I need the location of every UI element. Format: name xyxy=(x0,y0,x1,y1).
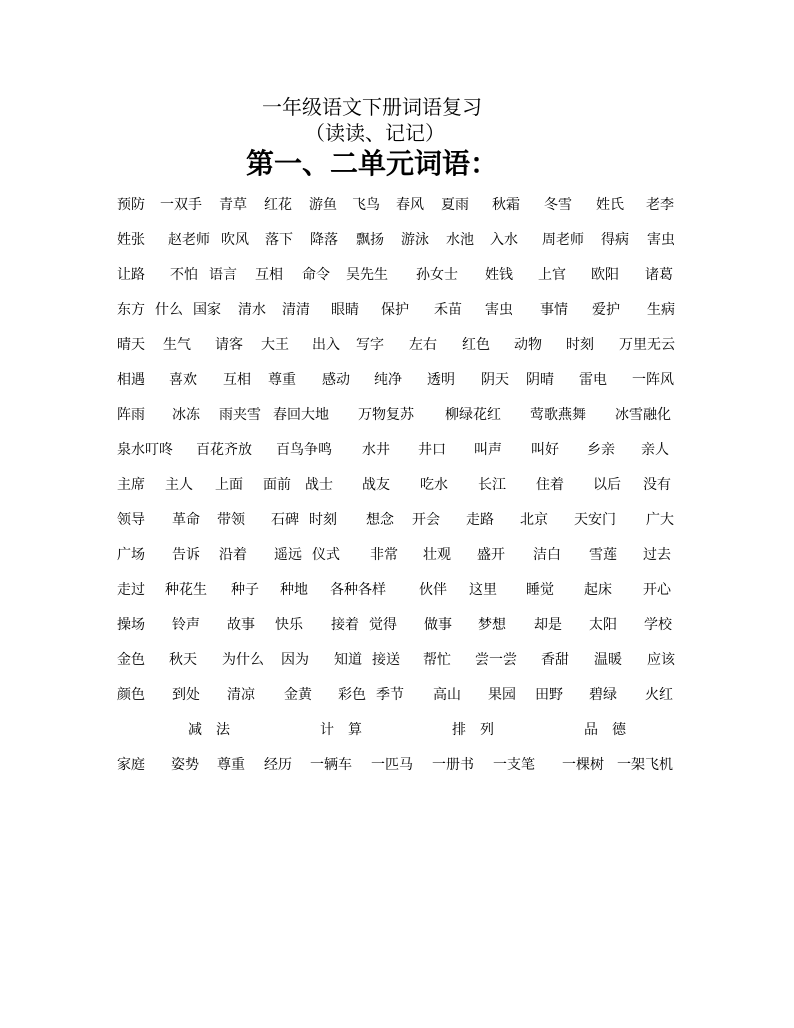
vocabulary-word: 乡亲 xyxy=(587,442,615,458)
vocabulary-word: 经历 xyxy=(264,757,292,773)
vocabulary-word: 春风 xyxy=(396,197,424,213)
vocabulary-word: 写字 xyxy=(356,337,384,353)
vocabulary-row xyxy=(0,366,794,394)
vocabulary-word: 雨夹雪 xyxy=(219,407,261,423)
vocabulary-word: 动物 xyxy=(514,337,542,353)
vocabulary-row xyxy=(0,191,794,219)
vocabulary-word: 互相 xyxy=(255,267,283,283)
vocabulary-word: 住着 xyxy=(536,477,564,493)
vocabulary-word: 入水 xyxy=(490,232,518,248)
vocabulary-word: 吴先生 xyxy=(346,267,388,283)
vocabulary-word: 阴天 xyxy=(481,372,509,388)
vocabulary-word: 感动 xyxy=(322,372,350,388)
vocabulary-word: 以后 xyxy=(593,477,621,493)
vocabulary-word: 排 列 xyxy=(452,722,494,738)
vocabulary-word: 太阳 xyxy=(589,617,617,633)
vocabulary-word: 彩色 xyxy=(338,687,366,703)
vocabulary-word: 快乐 xyxy=(275,617,303,633)
vocabulary-word: 开心 xyxy=(643,582,671,598)
vocabulary-word: 保护 xyxy=(381,302,409,318)
vocabulary-word: 知道 xyxy=(334,652,362,668)
vocabulary-word: 计 算 xyxy=(320,722,362,738)
vocabulary-row xyxy=(0,226,794,254)
vocabulary-word: 阵雨 xyxy=(117,407,145,423)
vocabulary-word: 诸葛 xyxy=(645,267,673,283)
vocabulary-word: 透明 xyxy=(427,372,455,388)
vocabulary-word: 水井 xyxy=(362,442,390,458)
vocabulary-word: 左右 xyxy=(409,337,437,353)
vocabulary-word: 飞鸟 xyxy=(352,197,380,213)
document-subtitle: （读读、记记） xyxy=(305,121,445,145)
vocabulary-word: 姓氏 xyxy=(596,197,624,213)
vocabulary-word: 温暖 xyxy=(594,652,622,668)
vocabulary-word: 香甜 xyxy=(541,652,569,668)
vocabulary-row xyxy=(0,436,794,464)
vocabulary-row xyxy=(0,646,794,674)
vocabulary-word: 操场 xyxy=(117,617,145,633)
vocabulary-word: 吹风 xyxy=(221,232,249,248)
vocabulary-word: 种花生 xyxy=(165,582,207,598)
vocabulary-word: 火红 xyxy=(645,687,673,703)
vocabulary-row xyxy=(0,401,794,429)
vocabulary-word: 一匹马 xyxy=(371,757,413,773)
vocabulary-word: 叫声 xyxy=(474,442,502,458)
vocabulary-word: 面前 xyxy=(263,477,291,493)
vocabulary-word: 时刻 xyxy=(566,337,594,353)
vocabulary-word: 起床 xyxy=(584,582,612,598)
vocabulary-row xyxy=(0,541,794,569)
vocabulary-word: 害虫 xyxy=(485,302,513,318)
vocabulary-row xyxy=(0,751,794,779)
vocabulary-word: 石碑 xyxy=(271,512,299,528)
vocabulary-word: 种子 xyxy=(231,582,259,598)
vocabulary-word: 上官 xyxy=(538,267,566,283)
vocabulary-word: 田野 xyxy=(535,687,563,703)
vocabulary-word: 尝一尝 xyxy=(475,652,517,668)
vocabulary-word: 莺歌燕舞 xyxy=(530,407,586,423)
vocabulary-word: 清水 xyxy=(238,302,266,318)
vocabulary-word: 一双手 xyxy=(160,197,202,213)
vocabulary-word: 接着 xyxy=(331,617,359,633)
vocabulary-word: 碧绿 xyxy=(589,687,617,703)
vocabulary-row xyxy=(0,506,794,534)
vocabulary-word: 百鸟争鸣 xyxy=(276,442,332,458)
vocabulary-word: 孙女士 xyxy=(416,267,458,283)
vocabulary-word: 阴晴 xyxy=(526,372,554,388)
vocabulary-word: 清清 xyxy=(282,302,310,318)
vocabulary-word: 走过 xyxy=(117,582,145,598)
vocabulary-word: 赵老师 xyxy=(168,232,210,248)
vocabulary-word: 欧阳 xyxy=(591,267,619,283)
vocabulary-word: 梦想 xyxy=(478,617,506,633)
vocabulary-word: 出入 xyxy=(312,337,340,353)
vocabulary-word: 主人 xyxy=(165,477,193,493)
vocabulary-word: 雷电 xyxy=(579,372,607,388)
vocabulary-word: 带领 xyxy=(217,512,245,528)
vocabulary-word: 帮忙 xyxy=(423,652,451,668)
section-heading: 第一、二单元词语： xyxy=(246,147,499,180)
vocabulary-word: 百花齐放 xyxy=(196,442,252,458)
vocabulary-word: 泉水叮咚 xyxy=(117,442,173,458)
vocabulary-word: 东方 xyxy=(117,302,145,318)
vocabulary-word: 尊重 xyxy=(268,372,296,388)
vocabulary-word: 冬雪 xyxy=(544,197,572,213)
vocabulary-row xyxy=(0,331,794,359)
vocabulary-word: 伙伴 xyxy=(419,582,447,598)
vocabulary-word: 眼睛 xyxy=(331,302,359,318)
vocabulary-word: 沿着 xyxy=(219,547,247,563)
vocabulary-word: 生病 xyxy=(647,302,675,318)
vocabulary-word: 飘扬 xyxy=(356,232,384,248)
vocabulary-row xyxy=(0,611,794,639)
vocabulary-word: 晴天 xyxy=(117,337,145,353)
vocabulary-word: 主席 xyxy=(117,477,145,493)
vocabulary-word: 亲人 xyxy=(641,442,669,458)
vocabulary-word: 品 德 xyxy=(584,722,626,738)
vocabulary-word: 一支笔 xyxy=(493,757,535,773)
vocabulary-word: 为什么 xyxy=(222,652,264,668)
vocabulary-word: 游鱼 xyxy=(309,197,337,213)
vocabulary-word: 一册书 xyxy=(432,757,474,773)
vocabulary-word: 互相 xyxy=(223,372,251,388)
vocabulary-word: 开会 xyxy=(412,512,440,528)
vocabulary-word: 减 法 xyxy=(188,722,230,738)
vocabulary-word: 请客 xyxy=(215,337,243,353)
vocabulary-word: 万物复苏 xyxy=(358,407,414,423)
vocabulary-word: 高山 xyxy=(433,687,461,703)
vocabulary-word: 过去 xyxy=(643,547,671,563)
vocabulary-word: 季节 xyxy=(376,687,404,703)
vocabulary-word: 告诉 xyxy=(172,547,200,563)
vocabulary-word: 却是 xyxy=(534,617,562,633)
vocabulary-word: 吃水 xyxy=(420,477,448,493)
vocabulary-word: 一阵风 xyxy=(632,372,674,388)
vocabulary-word: 一辆车 xyxy=(310,757,352,773)
vocabulary-word: 故事 xyxy=(227,617,255,633)
vocabulary-word: 得病 xyxy=(601,232,629,248)
vocabulary-word: 喜欢 xyxy=(169,372,197,388)
vocabulary-word: 没有 xyxy=(643,477,671,493)
vocabulary-word: 天安门 xyxy=(574,512,616,528)
vocabulary-word: 命令 xyxy=(302,267,330,283)
vocabulary-word: 大王 xyxy=(261,337,289,353)
vocabulary-word: 家庭 xyxy=(117,757,145,773)
vocabulary-word: 上面 xyxy=(215,477,243,493)
vocabulary-word: 万里无云 xyxy=(619,337,675,353)
vocabulary-word: 北京 xyxy=(520,512,548,528)
vocabulary-word: 洁白 xyxy=(533,547,561,563)
vocabulary-word: 预防 xyxy=(117,197,145,213)
vocabulary-row xyxy=(0,261,794,289)
vocabulary-word: 降落 xyxy=(310,232,338,248)
vocabulary-word: 纯净 xyxy=(374,372,402,388)
vocabulary-word: 果园 xyxy=(488,687,516,703)
vocabulary-word: 雪莲 xyxy=(589,547,617,563)
vocabulary-word: 井口 xyxy=(418,442,446,458)
vocabulary-word: 时刻 xyxy=(309,512,337,528)
vocabulary-word: 冰雪融化 xyxy=(615,407,671,423)
vocabulary-word: 语言 xyxy=(209,267,237,283)
vocabulary-word: 各种各样 xyxy=(330,582,386,598)
vocabulary-word: 应该 xyxy=(647,652,675,668)
vocabulary-word: 生气 xyxy=(163,337,191,353)
vocabulary-word: 国家 xyxy=(193,302,221,318)
vocabulary-word: 睡觉 xyxy=(526,582,554,598)
vocabulary-row xyxy=(0,296,794,324)
vocabulary-word: 因为 xyxy=(281,652,309,668)
vocabulary-word: 红花 xyxy=(264,197,292,213)
vocabulary-word: 春回大地 xyxy=(273,407,329,423)
vocabulary-word: 遥远 xyxy=(274,547,302,563)
vocabulary-word: 周老师 xyxy=(542,232,584,248)
vocabulary-word: 战友 xyxy=(362,477,390,493)
vocabulary-word: 一棵树 xyxy=(562,757,604,773)
vocabulary-word: 盛开 xyxy=(477,547,505,563)
vocabulary-row xyxy=(0,716,794,744)
vocabulary-word: 事情 xyxy=(540,302,568,318)
vocabulary-word: 叫好 xyxy=(531,442,559,458)
vocabulary-row xyxy=(0,576,794,604)
vocabulary-word: 青草 xyxy=(219,197,247,213)
vocabulary-word: 战士 xyxy=(305,477,333,493)
vocabulary-word: 柳绿花红 xyxy=(445,407,501,423)
vocabulary-word: 游泳 xyxy=(401,232,429,248)
vocabulary-word: 老李 xyxy=(646,197,674,213)
vocabulary-word: 什么 xyxy=(155,302,183,318)
vocabulary-word: 长江 xyxy=(478,477,506,493)
vocabulary-word: 清凉 xyxy=(227,687,255,703)
vocabulary-word: 种地 xyxy=(280,582,308,598)
vocabulary-word: 广大 xyxy=(646,512,674,528)
vocabulary-word: 想念 xyxy=(366,512,394,528)
vocabulary-word: 爱护 xyxy=(592,302,620,318)
vocabulary-word: 颜色 xyxy=(117,687,145,703)
vocabulary-word: 尊重 xyxy=(217,757,245,773)
vocabulary-word: 落下 xyxy=(265,232,293,248)
vocabulary-word: 走路 xyxy=(466,512,494,528)
vocabulary-word: 金色 xyxy=(117,652,145,668)
vocabulary-word: 广场 xyxy=(117,547,145,563)
vocabulary-word: 领导 xyxy=(117,512,145,528)
vocabulary-word: 做事 xyxy=(424,617,452,633)
vocabulary-word: 姿势 xyxy=(171,757,199,773)
vocabulary-word: 水池 xyxy=(446,232,474,248)
vocabulary-word: 这里 xyxy=(469,582,497,598)
vocabulary-word: 秋天 xyxy=(169,652,197,668)
vocabulary-word: 让路 xyxy=(117,267,145,283)
vocabulary-word: 壮观 xyxy=(423,547,451,563)
vocabulary-word: 一架飞机 xyxy=(617,757,673,773)
vocabulary-word: 非常 xyxy=(370,547,398,563)
vocabulary-row xyxy=(0,681,794,709)
vocabulary-word: 不怕 xyxy=(170,267,198,283)
vocabulary-word: 接送 xyxy=(372,652,400,668)
vocabulary-row xyxy=(0,471,794,499)
vocabulary-word: 夏雨 xyxy=(441,197,469,213)
vocabulary-word: 仪式 xyxy=(312,547,340,563)
vocabulary-word: 红色 xyxy=(462,337,490,353)
vocabulary-word: 觉得 xyxy=(369,617,397,633)
vocabulary-word: 到处 xyxy=(172,687,200,703)
vocabulary-word: 禾苗 xyxy=(434,302,462,318)
vocabulary-word: 害虫 xyxy=(647,232,675,248)
vocabulary-word: 革命 xyxy=(172,512,200,528)
vocabulary-word: 姓钱 xyxy=(485,267,513,283)
vocabulary-word: 秋霜 xyxy=(492,197,520,213)
vocabulary-word: 姓张 xyxy=(117,232,145,248)
vocabulary-word: 相遇 xyxy=(117,372,145,388)
vocabulary-word: 铃声 xyxy=(172,617,200,633)
vocabulary-word: 金黄 xyxy=(284,687,312,703)
vocabulary-word: 学校 xyxy=(644,617,672,633)
document-title: 一年级语文下册词语复习 xyxy=(262,95,482,119)
vocabulary-word: 冰冻 xyxy=(172,407,200,423)
